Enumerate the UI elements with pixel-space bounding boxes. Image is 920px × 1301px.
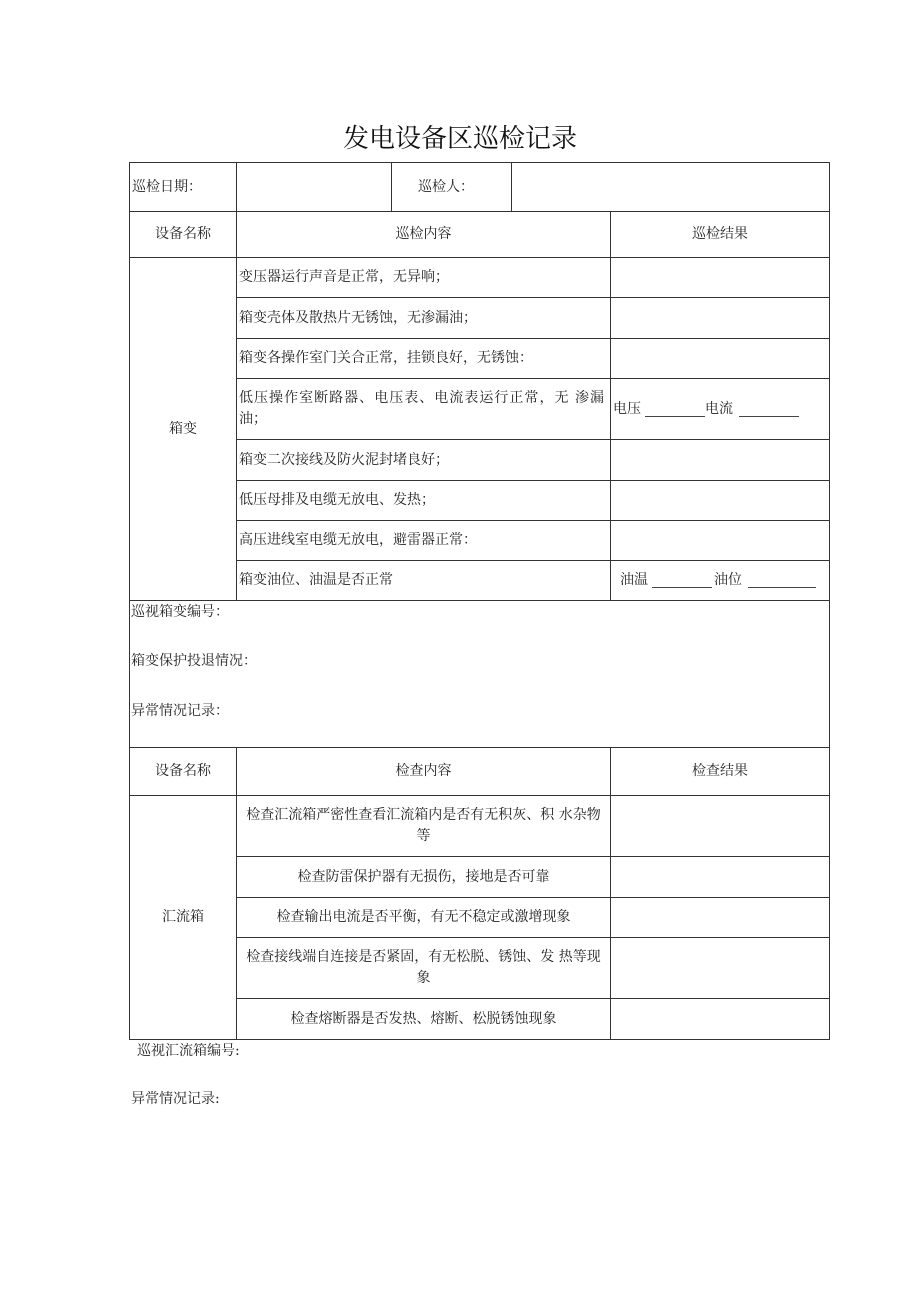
device-name-combiner-box: 汇流箱 xyxy=(162,909,204,925)
inspection-item: 箱变壳体及散热片无锈蚀，无渗漏油； xyxy=(239,309,477,326)
inspection-item: 箱变各操作室门关合正常，挂锁良好，无锈蚀： xyxy=(239,350,533,366)
check-result-field[interactable] xyxy=(611,898,829,937)
oil-temp-level-result xyxy=(611,561,829,600)
column-header-device-name: 设备名称 xyxy=(155,226,211,242)
check-item: 检查输出电流是否平衡，有无不稳定或激增现象 xyxy=(276,909,571,925)
check-item: 检查接线端自连接是否紧固，有无松脱、锈蚀、发 热等现象 xyxy=(246,949,601,986)
oil-level-label: 油位 xyxy=(714,572,742,588)
oil-level-blank[interactable] xyxy=(748,573,816,588)
column-header-device-name: 设备名称 xyxy=(155,763,211,779)
inspection-date-label: 巡检日期： xyxy=(132,178,202,195)
abnormal-record-label: 异常情况记录： xyxy=(131,703,229,719)
oil-temp-blank[interactable] xyxy=(652,573,712,588)
column-header-inspection-result: 巡检结果 xyxy=(692,226,748,242)
check-item: 检查汇流箱严密性查看汇流箱内是否有无积灰、积 水杂物等 xyxy=(246,807,601,844)
box-number-label: 巡视箱变编号： xyxy=(131,604,229,620)
combiner-abnormal-record-label: 异常情况记录: xyxy=(131,1091,220,1107)
inspection-result-field[interactable] xyxy=(611,258,829,297)
protection-status-label: 箱变保护投退情况： xyxy=(131,653,257,669)
current-blank[interactable] xyxy=(739,402,799,417)
check-result-field[interactable] xyxy=(611,796,829,856)
check-item: 检查熔断器是否发热、熔断、松脱锈蚀现象 xyxy=(290,1010,557,1027)
check-result-field[interactable] xyxy=(611,857,829,897)
inspection-result-field[interactable] xyxy=(611,298,829,338)
inspection-item: 高压进线室电缆无放电，避雷器正常： xyxy=(239,532,477,548)
inspection-result-field[interactable] xyxy=(611,521,829,560)
check-result-field[interactable] xyxy=(611,938,829,998)
inspection-date-field[interactable] xyxy=(237,163,391,211)
page-title: 发电设备区巡检记录 xyxy=(342,124,577,154)
inspector-field[interactable] xyxy=(512,163,829,211)
inspector-label: 巡检人： xyxy=(418,178,474,195)
column-header-check-result: 检查结果 xyxy=(692,763,748,779)
inspection-item: 低压母排及电缆无放电、发热； xyxy=(239,492,435,508)
inspection-result-field[interactable] xyxy=(611,440,829,480)
voltage-blank[interactable] xyxy=(645,402,705,417)
current-label: 电流 xyxy=(705,400,733,417)
inspection-item: 箱变油位、油温是否正常 xyxy=(239,572,393,588)
column-header-check-content: 检查内容 xyxy=(395,763,452,779)
voltage-label: 电压 xyxy=(613,400,641,417)
column-header-inspection-content: 巡检内容 xyxy=(395,226,452,242)
device-name-box-transformer: 箱变 xyxy=(169,420,197,437)
inspection-item: 箱变二次接线及防火泥封堵良好； xyxy=(239,451,449,468)
voltage-current-result xyxy=(611,379,829,439)
check-item: 检查防雷保护器有无损伤，接地是否可靠 xyxy=(297,868,550,885)
combiner-number-label: 巡视汇流箱编号: xyxy=(137,1043,240,1059)
inspection-item: 变压器运行声音是正常，无异响； xyxy=(239,269,449,285)
oil-temp-label: 油温 xyxy=(620,572,648,588)
inspection-item: 低压操作室断路器、电压表、电流表运行正常，无 渗漏油； xyxy=(239,390,604,427)
check-result-field[interactable] xyxy=(611,999,829,1039)
inspection-result-field[interactable] xyxy=(611,481,829,520)
inspection-result-field[interactable] xyxy=(611,339,829,378)
